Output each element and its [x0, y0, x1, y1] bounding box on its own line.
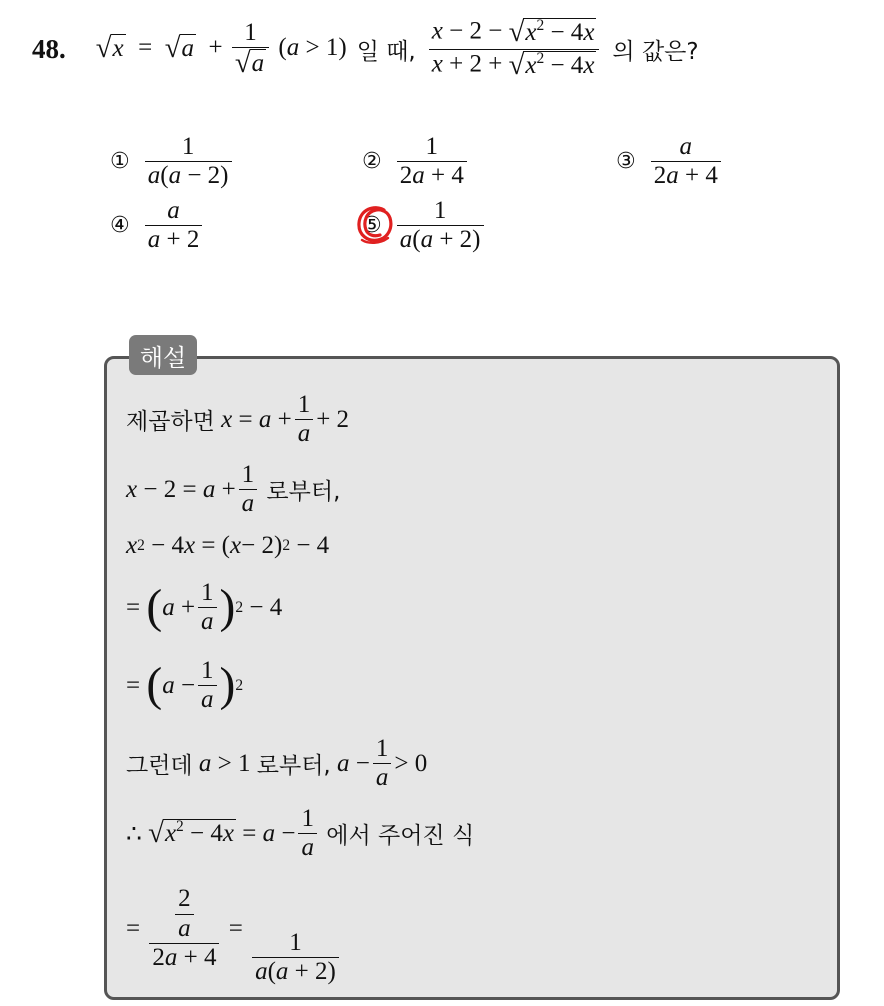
- question-expression: x − 2 − √ $x^2 - 4x$ x + 2 + √ $x^2 - 4x$: [429, 18, 600, 81]
- choice-1-mark: ①: [110, 149, 130, 175]
- choice-1[interactable]: [110, 134, 235, 190]
- choice-4[interactable]: [110, 198, 205, 254]
- solution-line-6-pre: 그런데: [126, 753, 193, 780]
- solution-line-1-text: 제곱하면: [126, 409, 215, 436]
- solution-line-5: = ( a − $\frac{1}{a}$ ) 2: [126, 657, 244, 714]
- choice-2[interactable]: [362, 134, 470, 190]
- solution-line-6-mid: 로부터,: [256, 753, 331, 780]
- solution-line-8: = $\frac{\frac{2}{a}}{2a + 4}$ = $\frac{1}{a(a + 2)}$: [126, 872, 342, 986]
- question-when-text: 일 때,: [356, 38, 416, 65]
- choice-3-value: $\frac{a}{2a + 4}$: [651, 134, 721, 190]
- solution-tag: 해설: [129, 335, 197, 375]
- solution-line-4: = ( a + $\frac{1}{a}$ ) 2 − 4: [126, 579, 283, 636]
- solution-line-7: ∴ √ $x^2 - 4x$ = a − $\frac{1}{a}$ 에서 주어진 식: [126, 805, 475, 862]
- choice-5[interactable]: [362, 198, 487, 254]
- solution-line-6: 그런데 a > 1 로부터, a − $\frac{1}{a}$ > 0: [126, 735, 428, 792]
- question-ask-text: 의 값은?: [612, 38, 699, 65]
- choice-2-mark: ②: [362, 149, 382, 175]
- solution-line-1: 제곱하면 x = a + $\frac{1}{a}$ + 2: [126, 391, 350, 448]
- choice-5-mark: ⑤: [362, 213, 382, 238]
- choice-2-value: $\frac{1}{2a + 4}$: [397, 134, 467, 190]
- solution-line-3: x 2 − 4 x = ( x − 2) 2 − 4: [126, 532, 330, 559]
- answer-marker-icon: [354, 204, 396, 246]
- choice-5-value: $\frac{1}{a(a + 2)}$: [397, 198, 484, 254]
- choice-4-value: $\frac{a}{a + 2}$: [145, 198, 203, 254]
- choice-3[interactable]: [616, 134, 724, 190]
- solution-line-7-text: 에서 주어진 식: [326, 823, 475, 850]
- choice-4-mark: ④: [110, 213, 130, 239]
- choice-3-mark: ③: [616, 149, 636, 175]
- solution-line-2-text: 로부터,: [266, 479, 341, 506]
- question-line: [32, 18, 699, 81]
- choice-1-value: $\frac{1}{a(a - 2)}$: [145, 134, 232, 190]
- question-condition: √ x = √ a + 1 √ a (a > 1): [95, 18, 347, 79]
- solution-line-2: x − 2 = a + $\frac{1}{a}$ 로부터,: [126, 461, 341, 518]
- question-number: 48.: [32, 33, 66, 64]
